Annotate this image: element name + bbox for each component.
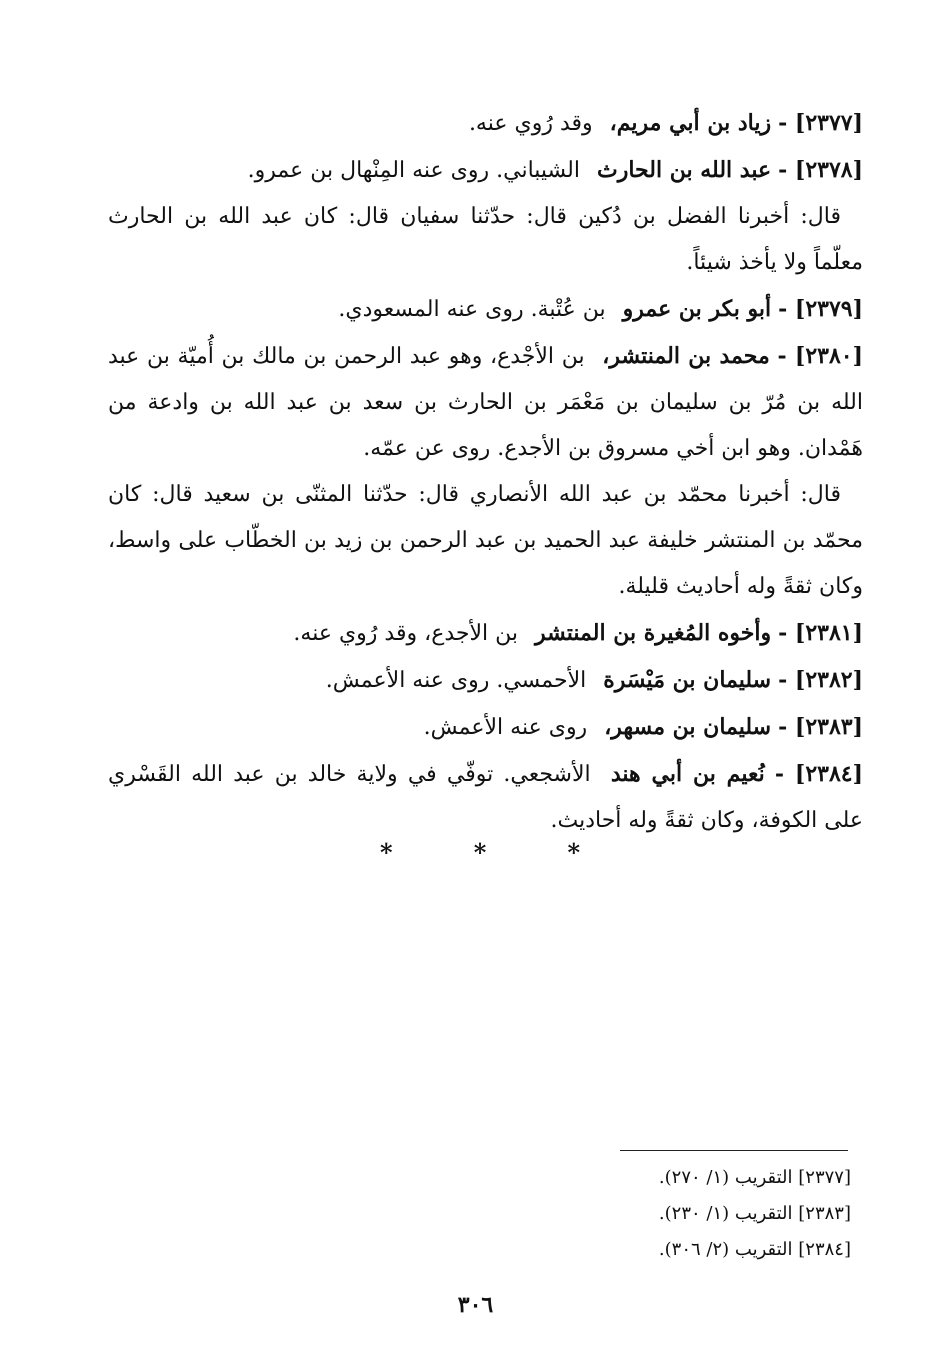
entry-number: [٢٣٨٠] -	[777, 343, 864, 369]
entry-name: زياد بن أبي مريم،	[609, 110, 772, 136]
entry-2380	[108, 333, 863, 472]
entry-number: [٢٣٧٧] -	[778, 110, 863, 136]
section-separator	[380, 838, 580, 867]
separator-star: *	[567, 838, 580, 867]
narration-paragraph: قال: أخبرنا الفضل بن دُكين قال: حدّثنا سفيان قال: كان عبد الله بن الحارث معلّماً ولا يأخذ شيئاً.	[108, 204, 863, 275]
footnote: [٢٣٧٧] التقريب (١/ ٢٧٠).	[658, 1167, 851, 1188]
narration-paragraph: قال: أخبرنا محمّد بن عبد الله الأنصاري قال: حدّثنا المثنّى بن سعيد قال: كان محمّد بن المنتشر خليفة عبد الحميد بن عبد الرحمن بن زيد بن الخطّاب على واسط، وكان ثقةً وله أحاديث قليلة.	[108, 482, 863, 599]
entry-2381	[108, 610, 863, 657]
entry-name: سليمان بن مسهر،	[604, 714, 772, 740]
entry-number: [٢٣٨٢] -	[778, 667, 863, 693]
separator-star: *	[473, 838, 487, 867]
entry-text: الأشجعي. توفّي في ولاية خالد بن عبد الله القَسْري على الكوفة، وكان ثقةً وله أحاديث.	[108, 762, 863, 833]
entry-2377	[108, 100, 863, 147]
page-number: ٣٠٦	[457, 1292, 494, 1318]
entry-name: محمد بن المنتشر،	[602, 343, 770, 369]
entry-name: سليمان بن مَيْسَرة	[603, 667, 772, 693]
entry-number: [٢٣٨٤] -	[774, 761, 863, 787]
entry-name: عبد الله بن الحارث	[597, 157, 772, 183]
entry-text: روى عنه الأعمش.	[423, 715, 588, 740]
footnote: [٢٣٨٤] التقريب (٢/ ٣٠٦).	[658, 1239, 851, 1260]
separator-star: *	[380, 838, 393, 867]
entry-name: أبو بكر بن عمرو	[622, 296, 772, 322]
entry-text: الشيباني. روى عنه المِنْهال بن عمرو.	[247, 158, 580, 183]
entry-text: بن عُتْبة. روى عنه المسعودي.	[338, 297, 606, 322]
footnotes	[551, 1160, 851, 1268]
entry-2382	[108, 657, 863, 704]
entry-2379	[108, 286, 863, 333]
entry-text: الأحمسي. روى عنه الأعمش.	[325, 668, 587, 693]
entry-text: وقد رُوي عنه.	[468, 111, 593, 136]
entry-name: وأخوه المُغيرة بن المنتشر	[535, 620, 772, 646]
entry-text: بن الأجْدع، وهو عبد الرحمن بن مالك بن أُميّة بن عبد الله بن مُرّ بن سليمان بن مَعْمَر بن الحارث بن سعد بن عبد الله بن وادعة من هَمْدان. وهو ابن أخي مسروق بن الأجدع. روى عن عمّه.	[108, 344, 863, 461]
footnote: [٢٣٨٣] التقريب (١/ ٢٣٠).	[658, 1203, 851, 1224]
entry-2378	[108, 147, 863, 194]
entry-number: [٢٣٧٨] -	[778, 157, 863, 183]
entry-number: [٢٣٨٣] -	[778, 714, 863, 740]
entry-number: [٢٣٨١] -	[778, 620, 863, 646]
footnote-divider	[620, 1150, 848, 1151]
entry-2383	[108, 704, 863, 751]
entry-name: نُعيم بن أبي هند	[610, 761, 765, 787]
entry-number: [٢٣٧٩] -	[778, 296, 863, 322]
page-body	[108, 100, 863, 844]
entry-2384	[108, 751, 863, 844]
entry-text: بن الأجدع، وقد رُوي عنه.	[293, 621, 518, 646]
